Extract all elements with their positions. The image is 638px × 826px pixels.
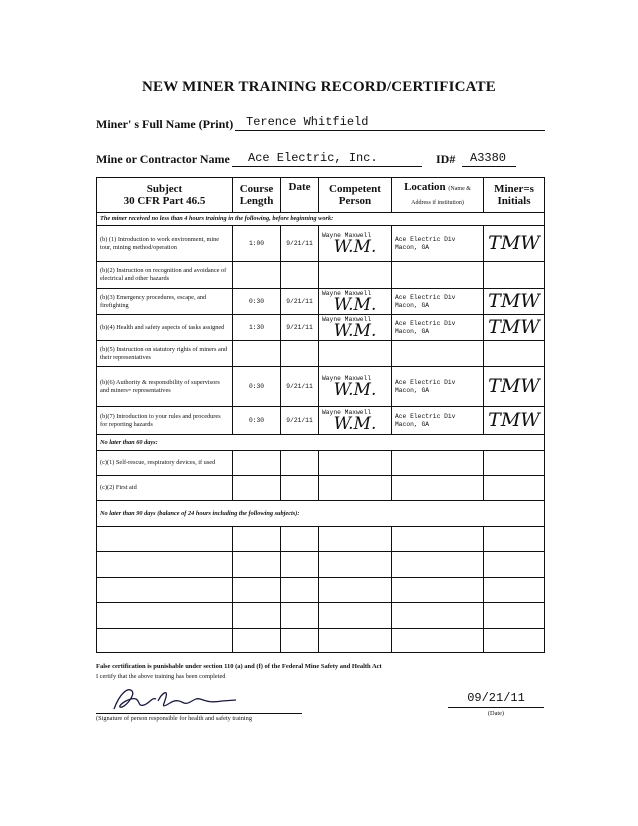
miner-name-label: Miner' s Full Name (Print)	[96, 117, 234, 131]
competent-person-cell[interactable]: Wayne Maxwell W.M.	[319, 289, 392, 315]
date-line	[448, 707, 544, 708]
subject-cell: (b)(6) Authority & responsibility of supervisors and miners= representatives	[97, 367, 233, 407]
location-cell[interactable]	[392, 603, 484, 629]
table-row	[97, 341, 545, 367]
table-row	[97, 407, 545, 435]
table-row	[97, 289, 545, 315]
course-length-header: Course Length	[233, 178, 281, 213]
table-row	[97, 451, 545, 476]
course-length-cell[interactable]	[233, 578, 281, 603]
subject-cell: (c)(1) Self-rescue, respiratory devices, if used	[97, 451, 233, 476]
date-cell[interactable]	[281, 262, 319, 289]
subject-cell: (c)(2) First aid	[97, 476, 233, 501]
course-length-cell[interactable]	[233, 451, 281, 476]
banner-90-days: No later than 90 days (balance of 24 hours including the following subjects):	[97, 501, 545, 527]
table-row	[97, 629, 545, 653]
initials-cell[interactable]	[484, 226, 545, 262]
mine-contractor-underline	[232, 166, 422, 167]
certification-date-value[interactable]: 09/21/11	[467, 691, 525, 705]
date-cell[interactable]	[281, 578, 319, 603]
competent-person-cell[interactable]	[319, 262, 392, 289]
competent-person-cell[interactable]	[319, 578, 392, 603]
signature-label: (Signature of person responsible for health and safety training	[96, 715, 252, 722]
date-cell[interactable]	[281, 629, 319, 653]
location-cell[interactable]: Ace Electric Div Macon, GA	[392, 226, 484, 262]
date-cell[interactable]: 9/21/11	[281, 367, 319, 407]
subject-cell[interactable]	[97, 603, 233, 629]
course-length-cell[interactable]	[233, 629, 281, 653]
location-cell[interactable]: Ace Electric Div Macon, GA	[392, 289, 484, 315]
mine-contractor-label: Mine or Contractor Name	[96, 152, 230, 166]
competent-person-cell[interactable]: Wayne Maxwell W.M.	[319, 315, 392, 341]
initials-cell[interactable]	[484, 578, 545, 603]
initials-cell[interactable]	[484, 262, 545, 289]
header-row	[97, 178, 545, 213]
competent-person-cell[interactable]: Wayne Maxwell W.M.	[319, 226, 392, 262]
mine-contractor-value[interactable]: Ace Electric, Inc.	[248, 151, 378, 165]
course-length-cell[interactable]: 1:00	[233, 226, 281, 262]
subject-cell: (b) (1) Introduction to work environment, mine tour, mining method/operation	[97, 226, 233, 262]
location-cell[interactable]	[392, 578, 484, 603]
miner-initials: TMW	[488, 408, 540, 431]
course-length-cell[interactable]: 0:30	[233, 289, 281, 315]
course-length-cell[interactable]	[233, 341, 281, 367]
subject-cell[interactable]	[97, 629, 233, 653]
trainer-signature: W.M.	[333, 295, 377, 315]
table-row	[97, 315, 545, 341]
course-length-cell[interactable]: 0:30	[233, 407, 281, 435]
date-label: (Date)	[487, 710, 505, 717]
trainer-signature: W.M.	[333, 237, 377, 258]
miner-initials: TMW	[488, 289, 540, 312]
trainer-signature: W.M.	[333, 380, 377, 401]
competent-person-cell[interactable]	[319, 451, 392, 476]
date-cell[interactable]	[281, 603, 319, 629]
location-cell[interactable]	[392, 629, 484, 653]
initials-cell[interactable]	[484, 367, 545, 407]
miner-name-value[interactable]: Terence Whitfield	[246, 115, 369, 129]
competent-person-cell[interactable]	[319, 341, 392, 367]
miner-initials: TMW	[488, 231, 540, 254]
initials-cell[interactable]	[484, 289, 545, 315]
subject-cell: (b)(2) Instruction on recognition and avoidance of electrical and other hazards	[97, 262, 233, 289]
subject-cell[interactable]	[97, 578, 233, 603]
competent-person-header: Competent Person	[319, 178, 392, 213]
certify-statement: I certify that the above training has been completed	[96, 673, 226, 680]
competent-person-cell[interactable]	[319, 476, 392, 501]
location-cell[interactable]	[392, 262, 484, 289]
initials-cell[interactable]	[484, 407, 545, 435]
table-row	[97, 262, 545, 289]
subject-cell: (b)(3) Emergency procedures, escape, and firefighting	[97, 289, 233, 315]
initials-cell[interactable]	[484, 341, 545, 367]
course-length-cell[interactable]: 1:30	[233, 315, 281, 341]
location-cell[interactable]	[392, 476, 484, 501]
table-row	[97, 226, 545, 262]
date-cell[interactable]	[281, 341, 319, 367]
competent-person-cell[interactable]	[319, 552, 392, 578]
course-length-cell[interactable]	[233, 262, 281, 289]
signature-line	[96, 713, 302, 714]
miner-name-underline	[235, 130, 545, 131]
trainer-handwritten-signature	[110, 683, 240, 715]
location-cell[interactable]	[392, 527, 484, 552]
date-cell[interactable]: 9/21/11	[281, 315, 319, 341]
id-value[interactable]: A3380	[470, 151, 507, 165]
id-underline	[462, 166, 516, 167]
course-length-cell[interactable]: 0:30	[233, 367, 281, 407]
table-row	[97, 367, 545, 407]
location-header: Location (Name & Address if institution)	[392, 178, 484, 213]
initials-cell[interactable]	[484, 315, 545, 341]
course-length-cell[interactable]	[233, 603, 281, 629]
competent-person-cell[interactable]: Wayne Maxwell W.M.	[319, 407, 392, 435]
date-cell[interactable]	[281, 552, 319, 578]
course-length-cell[interactable]	[233, 476, 281, 501]
date-header: Date	[281, 178, 319, 213]
false-certification-warning: False certification is punishable under section 110 (a) and (f) of the Federal Mine Safety and Health Act	[96, 663, 382, 670]
date-cell[interactable]: 9/21/11	[281, 407, 319, 435]
course-length-cell[interactable]	[233, 552, 281, 578]
subject-cell[interactable]	[97, 552, 233, 578]
subject-cell: (b)(4) Health and safety aspects of tasks assigned	[97, 315, 233, 341]
form-title: NEW MINER TRAINING RECORD/CERTIFICATE	[141, 79, 496, 95]
competent-person-cell[interactable]	[319, 629, 392, 653]
initials-cell[interactable]	[484, 629, 545, 653]
location-cell[interactable]: Ace Electric Div Macon, GA	[392, 367, 484, 407]
subject-header: Subject 30 CFR Part 46.5	[97, 178, 233, 213]
trainer-signature: W.M.	[333, 414, 377, 435]
table-row	[97, 578, 545, 603]
competent-person-cell[interactable]	[319, 527, 392, 552]
date-cell[interactable]: 9/21/11	[281, 289, 319, 315]
location-cell[interactable]	[392, 341, 484, 367]
banner-4-hours: The miner received no less than 4 hours training in the following, before beginning work:	[97, 213, 545, 226]
initials-cell[interactable]	[484, 552, 545, 578]
date-cell[interactable]	[281, 476, 319, 501]
location-cell[interactable]: Ace Electric Div Macon, GA	[392, 407, 484, 435]
location-cell[interactable]	[392, 451, 484, 476]
miner-initials: TMW	[488, 374, 540, 397]
initials-cell[interactable]	[484, 451, 545, 476]
competent-person-cell[interactable]	[319, 603, 392, 629]
table-row	[97, 476, 545, 501]
course-length-cell[interactable]	[233, 527, 281, 552]
table-row	[97, 552, 545, 578]
training-table	[96, 177, 545, 653]
subject-cell: (b)(5) Instruction on statutory rights of miners and their representatives	[97, 341, 233, 367]
initials-header: Miner=s Initials	[484, 178, 545, 213]
initials-cell[interactable]	[484, 527, 545, 552]
date-cell[interactable]	[281, 527, 319, 552]
initials-cell[interactable]	[484, 476, 545, 501]
location-cell[interactable]: Ace Electric Div Macon, GA	[392, 315, 484, 341]
competent-person-cell[interactable]: Wayne Maxwell W.M.	[319, 367, 392, 407]
subject-cell: (b)(7) Introduction to your rules and procedures for reporting hazards	[97, 407, 233, 435]
date-cell[interactable]: 9/21/11	[281, 226, 319, 262]
table-row	[97, 527, 545, 552]
table-row	[97, 603, 545, 629]
id-label: ID#	[436, 152, 456, 166]
location-cell[interactable]	[392, 552, 484, 578]
initials-cell[interactable]	[484, 603, 545, 629]
subject-cell[interactable]	[97, 527, 233, 552]
miner-initials: TMW	[488, 315, 540, 338]
date-cell[interactable]	[281, 451, 319, 476]
trainer-signature: W.M.	[333, 321, 377, 341]
banner-60-days: No later than 60 days:	[97, 435, 545, 451]
